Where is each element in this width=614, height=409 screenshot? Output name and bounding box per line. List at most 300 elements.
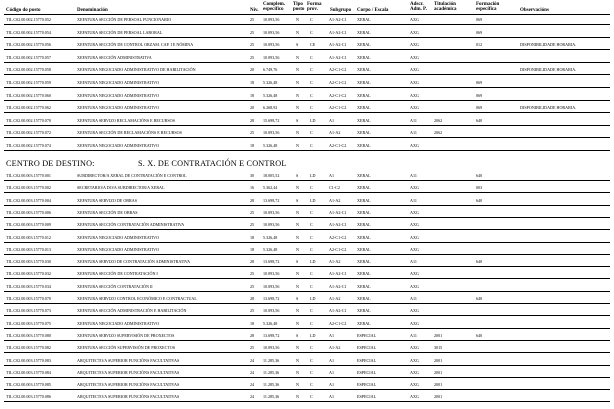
cell-subgrupo: A1-A2-C1	[329, 42, 347, 48]
cell-adscricion: AXG	[410, 54, 419, 60]
cell-codigo: TIL.C02.00.003.15770.075	[6, 320, 51, 326]
cell-complemento: 10.093,56	[263, 42, 280, 48]
table-row	[0, 115, 614, 126]
table-row	[0, 293, 614, 304]
header-complemento-line-1: Complem.	[263, 2, 286, 7]
cell-codigo: TIL.C02.00.003.15770.009	[6, 222, 51, 228]
cell-complemento: 13.698,72	[263, 332, 280, 338]
table-row	[0, 140, 614, 151]
cell-formacion: 069	[476, 92, 483, 98]
table-row	[0, 219, 614, 230]
header-complemento-line-2: específico	[263, 7, 284, 13]
cell-complemento: 11.285,36	[263, 382, 280, 388]
cell-adscricion: AXG	[410, 382, 419, 388]
cell-tipo: N	[296, 382, 299, 388]
cell-titulacion: 2062	[434, 117, 443, 123]
cell-titulacion: 2001	[434, 357, 443, 363]
cell-corpo: XERAL	[357, 209, 371, 215]
cell-complemento: 6.268,92	[263, 105, 278, 111]
cell-tipo: N	[296, 222, 299, 228]
table-row	[0, 127, 614, 138]
cell-codigo: TIL.C02.00.002.15770.052	[6, 17, 51, 22]
cell-forma: LD	[310, 259, 316, 265]
row-separator	[4, 180, 610, 181]
table-row	[0, 14, 614, 25]
cell-denominacion: XEFATURA SECCIÓN DE PERSOAL FUNCIONARIO	[77, 17, 172, 22]
cell-nivel: 28	[250, 332, 255, 338]
cell-adscricion: A11	[410, 117, 417, 123]
cell-denominacion: XEFATURA NEGOCIADO ADMINISTRATIVO	[77, 246, 160, 252]
cell-forma: C	[310, 67, 313, 73]
cell-codigo: TIL.C02.00.002.15770.072	[6, 130, 51, 136]
table-row	[0, 232, 614, 243]
cell-denominacion: XEFATURA NEGOCIADO ADMINISTRATIVO	[77, 80, 160, 85]
cell-codigo: TIL.C02.00.003.15770.082	[6, 345, 51, 351]
cell-corpo: ESPECIAL	[357, 369, 377, 375]
cell-denominacion: XEFATURA SECCIÓN DE CONTROL ORZAM. CAP. I E NÓMINA	[77, 42, 194, 48]
row-separator	[4, 192, 610, 193]
cell-complemento: 13.698,72	[263, 259, 280, 265]
cell-denominacion: XEFATURA NEGOCIADO ADMINISTRATIVO	[77, 234, 160, 240]
cell-complemento: 5.326,48	[263, 143, 278, 148]
cell-adscricion: AXG	[410, 246, 419, 252]
cell-complemento: 10.093,56	[263, 209, 280, 215]
cell-nivel: 18	[250, 320, 255, 326]
cell-forma: C	[310, 369, 313, 375]
cell-subgrupo: A1-A2-C1	[329, 283, 347, 289]
header-formacion-line-2: específica	[476, 7, 497, 13]
cell-forma: LD	[310, 117, 316, 123]
cell-complemento: 5.326,48	[263, 80, 278, 85]
cell-codigo: TIL.C02.00.002.15770.062	[6, 105, 51, 111]
table-row	[0, 39, 614, 50]
cell-nivel: 24	[250, 394, 255, 400]
cell-adscricion: AXG	[410, 67, 419, 73]
cell-nivel: 20	[250, 105, 255, 111]
row-separator	[4, 217, 610, 218]
cell-tipo: N	[296, 234, 299, 240]
cell-denominacion: ARQUITECTO/A SUPERIOR FUNCIÓNS FACULTATIVAS	[77, 382, 180, 388]
cell-nivel: 25	[250, 42, 255, 48]
cell-titulacion: 3015	[434, 345, 443, 351]
cell-complemento: 11.285,36	[263, 357, 280, 363]
cell-corpo: XERAL	[357, 234, 371, 240]
cell-corpo: XERAL	[357, 173, 371, 178]
cell-codigo: TIL.C02.00.003.15770.083	[6, 357, 51, 363]
cell-codigo: TIL.C02.00.003.15770.002	[6, 185, 51, 191]
cell-subgrupo: A2-C1-C2	[329, 67, 347, 73]
cell-forma: CE	[310, 42, 316, 48]
cell-subgrupo: A1-A2	[329, 197, 341, 203]
cell-subgrupo: A1	[329, 382, 335, 388]
cell-codigo: TIL.C02.00.002.15770.058	[6, 67, 51, 73]
cell-tipo: N	[296, 130, 299, 136]
header-forma	[307, 2, 321, 12]
cell-subgrupo: A1	[329, 369, 335, 375]
cell-nivel: 18	[250, 246, 255, 252]
cell-denominacion: SUBDIRECTOR/A XERAL DE CONTRATACIÓN E CONTROL	[77, 173, 187, 178]
cell-formacion: 640	[476, 296, 483, 301]
cell-tipo: S	[296, 117, 299, 123]
row-separator	[4, 365, 610, 366]
cell-tipo: N	[296, 308, 299, 314]
cell-subgrupo: A1-A2	[329, 130, 341, 136]
cell-subgrupo: A1-A2-C1	[329, 222, 347, 228]
cell-nivel: 16	[250, 185, 255, 191]
cell-tipo: N	[296, 67, 299, 73]
cell-denominacion: ARQUITECTO/A SUPERIOR FUNCIÓNS FACULTATIVAS	[77, 394, 180, 400]
cell-formacion: 640	[476, 117, 483, 123]
cell-forma: C	[310, 345, 313, 351]
cell-adscricion: AXG	[410, 209, 419, 215]
cell-forma: C	[310, 29, 313, 35]
cell-corpo: XERAL	[357, 54, 371, 60]
cell-forma: LD	[310, 296, 316, 301]
cell-codigo: TIL.C02.00.002.15770.060	[6, 92, 51, 98]
cell-adscricion: AXG	[410, 271, 419, 277]
cell-adscricion: A11	[410, 296, 417, 301]
cell-nivel: 25	[250, 308, 255, 314]
cell-forma: LD	[310, 332, 316, 338]
row-separator	[4, 137, 610, 138]
cell-formacion: 069	[476, 29, 483, 35]
section-header	[0, 158, 614, 170]
header-complemento	[263, 2, 285, 12]
cell-codigo: TIL.C02.00.003.15770.084	[6, 369, 51, 375]
cell-nivel: 24	[250, 357, 255, 363]
cell-corpo: XERAL	[357, 42, 371, 48]
cell-formacion: 640	[476, 197, 483, 203]
table-row	[0, 281, 614, 292]
cell-tipo: N	[296, 320, 299, 326]
cell-subgrupo: A1	[329, 332, 335, 338]
cell-forma: LD	[310, 173, 316, 178]
cell-subgrupo: A1-A2-C1	[329, 209, 347, 215]
cell-nivel: 25	[250, 29, 255, 35]
cell-corpo: XERAL	[357, 117, 371, 123]
header-observacions	[520, 8, 549, 13]
cell-subgrupo: A1-A2-C1	[329, 308, 347, 314]
cell-corpo: XERAL	[357, 185, 371, 191]
row-separator	[4, 24, 610, 25]
table-row	[0, 355, 614, 366]
cell-complemento: 10.093,56	[263, 130, 280, 136]
cell-subgrupo: A2-C1-C2	[329, 80, 347, 85]
cell-corpo: XERAL	[357, 67, 371, 73]
cell-denominacion: XEFATURA NEGOCIADO ADMINISTRATIVO	[77, 105, 160, 111]
header-corpo-line: Corpo / Escala	[357, 8, 389, 13]
row-separator	[4, 254, 610, 255]
cell-forma: C	[310, 222, 313, 228]
cell-nivel: 28	[250, 197, 255, 203]
cell-complemento: 10.093,56	[263, 308, 280, 314]
cell-codigo: TIL.C02.00.003.15770.013	[6, 246, 51, 252]
cell-subgrupo: C1-C2	[329, 185, 340, 191]
cell-subgrupo: A2-C1-C2	[329, 105, 347, 111]
cell-corpo: XERAL	[357, 259, 371, 265]
cell-corpo: XERAL	[357, 246, 371, 252]
cell-complemento: 11.285,36	[263, 369, 280, 375]
header-codigo-line: Código do posto	[6, 8, 41, 13]
cell-nivel: 25	[250, 209, 255, 215]
cell-denominacion: XEFATURA SECCIÓN DE CONTRATACIÓN I	[77, 271, 158, 277]
row-separator	[4, 377, 610, 378]
cell-adscricion: AXG	[410, 283, 419, 289]
cell-subgrupo: A1-A2-C1	[329, 271, 347, 277]
cell-corpo: XERAL	[357, 130, 371, 136]
cell-corpo: XERAL	[357, 17, 371, 22]
table-row	[0, 77, 614, 88]
cell-corpo: ESPECIAL	[357, 332, 377, 338]
header-forma-line-1: Forma	[307, 2, 322, 7]
cell-nivel: 25	[250, 222, 255, 228]
cell-adscricion: AXG	[410, 320, 419, 326]
cell-codigo: TIL.C02.00.002.15770.059	[6, 80, 51, 85]
cell-complemento: 5.326,48	[263, 92, 278, 98]
header-nivel	[250, 8, 258, 13]
cell-tipo: N	[296, 54, 299, 60]
cell-corpo: XERAL	[357, 320, 371, 326]
cell-adscricion: AXG	[410, 369, 419, 375]
cell-adscricion: AXG	[410, 105, 419, 111]
cell-tipo: N	[296, 185, 299, 191]
cell-denominacion: XEFATURA SECCIÓN ADMINISTRACIÓN E HABILITACIÓN	[77, 308, 187, 314]
cell-tipo: N	[296, 80, 299, 85]
cell-codigo: TIL.C02.00.003.15770.085	[6, 382, 51, 388]
cell-forma: C	[310, 17, 313, 22]
cell-codigo: TIL.C02.00.002.15770.057	[6, 54, 51, 60]
cell-forma: C	[310, 283, 313, 289]
header-titulacion	[434, 2, 457, 12]
header-titulacion-line-1: Titulación	[434, 2, 456, 7]
cell-codigo: TIL.C02.00.003.15770.001	[6, 173, 51, 178]
cell-denominacion: XEFATURA SERVIZO DE OBRAS	[77, 197, 137, 203]
table-row	[0, 330, 614, 341]
cell-tipo: N	[296, 17, 299, 22]
cell-tipo: N	[296, 143, 299, 148]
cell-codigo: TIL.C02.00.002.15770.056	[6, 42, 51, 48]
cell-titulacion: 2001	[434, 382, 443, 388]
cell-complemento: 10.093,56	[263, 283, 280, 289]
row-separator	[4, 352, 610, 353]
row-separator	[4, 125, 610, 126]
cell-adscricion: AXG	[410, 42, 419, 48]
cell-corpo: XERAL	[357, 29, 371, 35]
row-separator	[4, 205, 610, 206]
cell-forma: LD	[310, 197, 316, 203]
cell-adscricion: AXG	[410, 17, 419, 22]
cell-denominacion: XEFATURA SECCIÓN SUPERVISIÓN DE PROXECTOS	[77, 345, 176, 351]
cell-nivel: 18	[250, 80, 255, 85]
cell-nivel: 25	[250, 271, 255, 277]
cell-complemento: 11.285,36	[263, 394, 280, 400]
table-row	[0, 391, 614, 402]
cell-forma: C	[310, 54, 313, 60]
cell-codigo: TIL.C02.00.003.15770.012	[6, 234, 51, 240]
cell-subgrupo: A2-C1-C2	[329, 320, 347, 326]
cell-complemento: 5.326,48	[263, 320, 278, 326]
cell-denominacion: SECRETARIO/A DO/A SUBDIRECTOR/A XERAL	[77, 185, 165, 191]
row-separator	[4, 291, 610, 292]
header-adscricion-line-2: Adm. P.	[410, 7, 427, 13]
cell-tipo: N	[296, 209, 299, 215]
cell-forma: C	[310, 209, 313, 215]
cell-complemento: 5.326,48	[263, 234, 278, 240]
cell-subgrupo: A1	[329, 357, 335, 363]
table-row	[0, 90, 614, 101]
header-tipo-line-2: posto	[293, 7, 305, 13]
cell-adscricion: AXG	[410, 29, 419, 35]
cell-tipo: S	[296, 197, 299, 203]
cell-formacion: 069	[476, 80, 483, 85]
cell-nivel: 28	[250, 296, 255, 301]
cell-denominacion: XEFATURA SECCIÓN DE OBRAS	[77, 209, 138, 215]
cell-titulacion: 2001	[434, 369, 443, 375]
cell-denominacion: XEFATURA SECCIÓN CONTRATACIÓN II	[77, 283, 153, 289]
header-tipo	[293, 2, 304, 12]
cell-adscricion: A11	[410, 332, 417, 338]
cell-forma: C	[310, 185, 313, 191]
cell-nivel: 28	[250, 117, 255, 123]
cell-denominacion: XEFATURA SERVIZO SUPERVISIÓN DE PROXECTOS	[77, 332, 175, 338]
cell-forma: C	[310, 308, 313, 314]
table-row	[0, 195, 614, 206]
cell-corpo: XERAL	[357, 80, 371, 85]
row-separator	[4, 278, 610, 279]
cell-subgrupo: A1	[329, 173, 335, 178]
cell-adscricion: AXG	[410, 357, 419, 363]
cell-forma: C	[310, 271, 313, 277]
cell-complemento: 5.326,48	[263, 246, 278, 252]
cell-complemento: 13.698,72	[263, 296, 280, 301]
table-row	[0, 244, 614, 255]
cell-nivel: 24	[250, 382, 255, 388]
row-separator	[4, 340, 610, 341]
cell-tipo: N	[296, 345, 299, 351]
cell-corpo: XERAL	[357, 308, 371, 314]
header-forma-line-2: prov.	[307, 7, 318, 13]
row-separator	[4, 49, 610, 50]
header-observacions-line: Observacións	[520, 8, 549, 13]
cell-denominacion: XEFATURA SECCIÓN DE PERSOAL LABORAL	[77, 29, 163, 35]
cell-denominacion: XEFATURA SECCIÓN ADMINISTRATIVA	[77, 54, 152, 60]
cell-formacion: 012	[476, 42, 483, 48]
cell-forma: C	[310, 143, 313, 148]
cell-complemento: 13.698,72	[263, 197, 280, 203]
table-row	[0, 305, 614, 316]
row-separator	[4, 87, 610, 88]
cell-nivel: 24	[250, 369, 255, 375]
cell-formacion: 640	[476, 259, 483, 265]
cell-nivel: 20	[250, 67, 255, 73]
cell-codigo: TIL.C02.00.003.15770.006	[6, 209, 51, 215]
header-nivel-line: Nív.	[250, 8, 259, 13]
row-separator	[4, 401, 610, 402]
cell-denominacion: ARQUITECTO/A SUPERIOR FUNCIÓNS FACULTATIVAS	[77, 357, 180, 363]
cell-corpo: ESPECIAL	[357, 345, 377, 351]
cell-codigo: TIL.C02.00.003.15770.032	[6, 271, 51, 277]
cell-subgrupo: A1-A2	[329, 259, 341, 265]
cell-forma: C	[310, 382, 313, 388]
cell-codigo: TIL.C02.00.003.15770.004	[6, 197, 51, 203]
cell-adscricion: A11	[410, 259, 417, 265]
table-row	[0, 268, 614, 279]
cell-nivel: 18	[250, 143, 255, 148]
cell-tipo: N	[296, 246, 299, 252]
cell-titulacion: 2001	[434, 332, 443, 338]
cell-nivel: 25	[250, 283, 255, 289]
cell-nivel: 25	[250, 17, 255, 22]
header-formacion	[476, 2, 499, 12]
cell-denominacion: XEFATURA SERVIZO DE CONTRATACIÓN ADMINISTRATIVA	[77, 259, 191, 265]
cell-subgrupo: A2-C1-C2	[329, 92, 347, 98]
cell-adscricion: AXG	[410, 394, 419, 400]
cell-adscricion: A11	[410, 197, 417, 203]
header-subgrupo	[330, 8, 351, 13]
cell-complemento: 10.093,56	[263, 54, 280, 60]
cell-forma: C	[310, 92, 313, 98]
cell-subgrupo: A1-A2-C1	[329, 54, 347, 60]
header-formacion-line-1: Formación	[476, 2, 500, 7]
cell-observacions: DISPONIBILIDADE HORARIA.	[520, 67, 577, 73]
cell-corpo: XERAL	[357, 296, 371, 301]
cell-adscricion: AXG	[410, 234, 419, 240]
cell-denominacion: XEFATURA SERVIZO RECLAMACIÓNS E RECURSOS	[77, 117, 175, 123]
cell-titulacion: 2062	[434, 130, 443, 136]
table-row	[0, 170, 614, 181]
row-separator	[4, 242, 610, 243]
cell-tipo: N	[296, 105, 299, 111]
row-separator	[4, 74, 610, 75]
cell-codigo: TIL.C02.00.003.15770.070	[6, 296, 51, 301]
row-separator	[4, 389, 610, 390]
cell-observacions: DISPONIBILIDADE HORARIA.	[520, 42, 577, 48]
header-titulacion-line-2: académica	[434, 7, 457, 13]
row-separator	[4, 328, 610, 329]
cell-codigo: TIL.C02.00.002.15770.074	[6, 143, 51, 148]
cell-denominacion: XEFATURA NEGOCIADO ADMINISTRATIVO DE HABILITACIÓN	[77, 67, 196, 73]
cell-subgrupo: A1	[329, 394, 335, 400]
cell-forma: C	[310, 105, 313, 111]
row-separator	[4, 112, 610, 113]
cell-tipo: S	[296, 259, 299, 265]
cell-tipo: N	[296, 29, 299, 35]
cell-codigo: TIL.C02.00.003.15770.086	[6, 394, 51, 400]
row-separator	[4, 229, 610, 230]
header-adscricion-line-1: Adscr.	[410, 2, 424, 7]
table-row	[0, 102, 614, 113]
header-subgrupo-line: Subgrupo	[330, 8, 352, 13]
cell-forma: C	[310, 246, 313, 252]
cell-adscricion: A11	[410, 173, 417, 178]
cell-tipo: N	[296, 283, 299, 289]
cell-corpo: XERAL	[357, 283, 371, 289]
cell-complemento: 5.362,44	[263, 185, 278, 191]
cell-complemento: 18.005,52	[263, 173, 280, 178]
cell-forma: C	[310, 320, 313, 326]
cell-codigo: TIL.C02.00.002.15770.054	[6, 29, 51, 35]
cell-forma: C	[310, 234, 313, 240]
row-separator	[4, 62, 610, 63]
cell-tipo: S	[296, 332, 299, 338]
cell-corpo: XERAL	[357, 197, 371, 203]
cell-denominacion: XEFATURA SECCIÓN DE RECLAMACIÓNS E RECURSOS	[77, 130, 182, 136]
cell-nivel: 30	[250, 173, 255, 178]
cell-tipo: S	[296, 173, 299, 178]
cell-adscricion: AXG	[410, 92, 419, 98]
cell-forma: C	[310, 394, 313, 400]
table-row	[0, 318, 614, 329]
